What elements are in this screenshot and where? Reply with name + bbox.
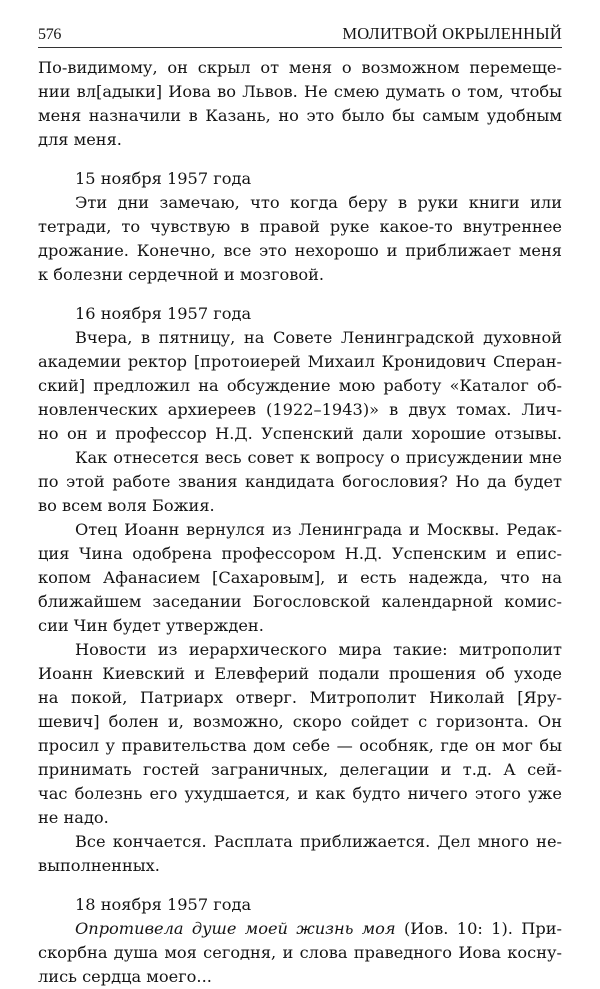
text-line: скорбна душа моя сегодня, и слова праведного Иова косну- — [38, 943, 562, 962]
text-line: шевич] болен и, возможно, скоро сойдет с горизонта. Он — [38, 712, 562, 731]
text-line: но он и профессор Н.Д. Успенский дали хорошие отзывы. — [38, 424, 562, 443]
text-line: к болезни сердечной и мозговой. — [38, 265, 325, 284]
text-line: по этой работе звания кандидата богословия? Но да будет — [38, 472, 562, 491]
text-line: во всем воля Божия. — [38, 496, 215, 515]
text-line: для меня. — [38, 130, 122, 149]
text-line: меня назначили в Казань, но это было бы самым удобным — [38, 106, 562, 125]
page-number: 576 — [38, 26, 62, 43]
text-line: сии Чин будет утвержден. — [38, 616, 264, 635]
text-line: Все кончается. Расплата приближается. Дел много не- — [75, 832, 562, 851]
book-page — [38, 20, 562, 989]
text-line: копом Афанасием [Сахаровым], и есть надежда, что на — [38, 568, 562, 587]
diary-paragraph — [38, 917, 562, 989]
text-line — [38, 917, 562, 941]
text-line: принимать гостей заграничных, делегации и т.д. А сей- — [38, 760, 562, 779]
diary-paragraph — [38, 326, 562, 446]
text-line: Как отнесется весь совет к вопросу о присуждении мне — [75, 448, 562, 467]
text-line: Иоанн Киевский и Елевферий подали прошения об уходе — [38, 664, 562, 683]
diary-paragraph — [38, 191, 562, 287]
running-header — [38, 20, 562, 48]
scripture-reference: (Иов. 10: 1). При- — [395, 919, 562, 938]
text-line: на покой, Патриарх отверг. Митрополит Николай [Яру- — [38, 688, 562, 707]
text-line: Эти дни замечаю, что когда беру в руки книги или — [75, 193, 562, 212]
text-line: Вчера, в пятницу, на Совете Ленинградской духовной — [75, 328, 562, 347]
running-title: МОЛИТВОЙ ОКРЫЛЕННЫЙ — [342, 24, 562, 43]
continuation-paragraph — [38, 56, 562, 152]
diary-paragraph — [38, 638, 562, 830]
text-line: академии ректор [протоиерей Михаил Кронидович Сперан- — [38, 352, 562, 371]
body-text — [38, 56, 562, 989]
text-line: лись сердца моего... — [38, 967, 212, 986]
text-line: тетради, то чувствую в правой руке какое-то внутреннее — [38, 217, 562, 236]
diary-paragraph — [38, 518, 562, 638]
text-line: ция Чина одобрена профессором Н.Д. Успенским и епис- — [38, 544, 562, 563]
text-line: Отец Иоанн вернулся из Ленинграда и Москвы. Редак- — [75, 520, 562, 539]
text-line: новленческих архиереев (1922–1943)» в двух томах. Лич- — [38, 400, 562, 419]
text-line: не надо. — [38, 808, 109, 827]
entry-date: 16 ноября 1957 года — [75, 304, 252, 323]
text-line: просил у правительства дом себе — особняк, где он мог бы — [38, 736, 562, 755]
text-line: час болезнь его ухудшается, и как будто ничего этого уже — [38, 784, 562, 803]
text-line: выполненных. — [38, 856, 160, 875]
text-line: По-видимому, он скрыл от меня о возможном перемеще- — [38, 58, 562, 77]
text-line: Новости из иерархического мира такие: митрополит — [75, 640, 562, 659]
text-line: ский] предложил на обсуждение мою работу «Каталог об- — [38, 376, 562, 395]
entry-date: 18 ноября 1957 года — [75, 895, 252, 914]
diary-paragraph — [38, 830, 562, 878]
text-line: нии вл[адыки] Иова во Львов. Не смею думать о том, чтобы — [38, 82, 562, 101]
scripture-quote: Опротивела душе моей жизнь моя — [75, 919, 396, 938]
diary-paragraph — [38, 446, 562, 518]
text-line: ближайшем заседании Богословской календарной комис- — [38, 592, 562, 611]
entry-date: 15 ноября 1957 года — [75, 169, 252, 188]
text-line: дрожание. Конечно, все это нехорошо и приближает меня — [38, 241, 562, 260]
